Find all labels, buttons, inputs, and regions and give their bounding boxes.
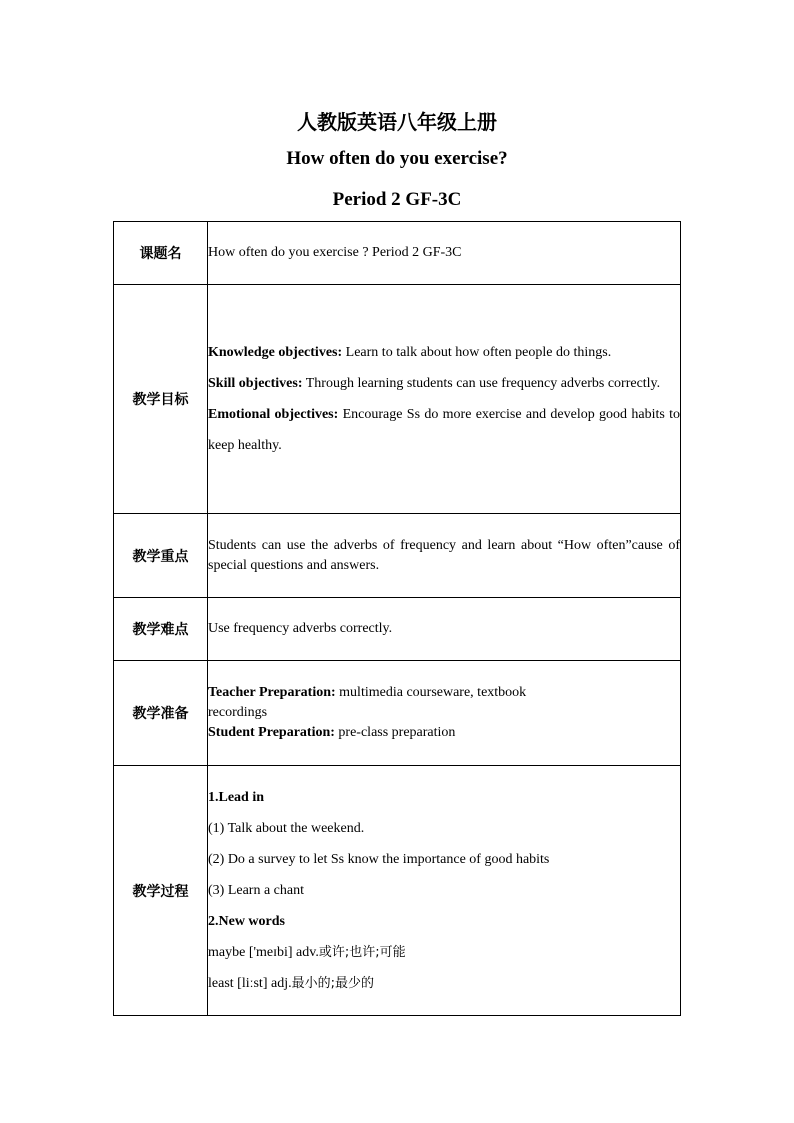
section-lead-in bbox=[208, 782, 680, 813]
skill-objectives-heading: Skill objectives: bbox=[208, 376, 303, 391]
value-key-points bbox=[208, 514, 681, 598]
label-objectives: 教学目标 bbox=[114, 285, 208, 514]
process-item-2: (2) Do a survey to let Ss know the importance of good habits bbox=[208, 852, 550, 867]
key-points-text: Students can use the adverbs of frequency and learn about “How often”cause of special questions and answers. bbox=[208, 537, 680, 573]
student-preparation-text: pre-class preparation bbox=[334, 725, 456, 740]
value-objectives bbox=[208, 285, 681, 514]
document-title-cn: 人教版英语八年级上册 bbox=[297, 110, 497, 134]
label-preparation: 教学准备 bbox=[114, 661, 208, 766]
word-least-cn: 最小的;最少的 bbox=[291, 976, 374, 991]
knowledge-objectives-heading: Knowledge objectives: bbox=[208, 345, 343, 360]
word-least-en: least [liːst] adj. bbox=[208, 976, 292, 991]
teacher-preparation-text: multimedia courseware, textbook bbox=[335, 685, 527, 700]
row-topic bbox=[114, 222, 681, 285]
row-difficulties bbox=[114, 598, 681, 661]
student-preparation-heading: Student Preparation: bbox=[208, 725, 335, 740]
label-difficulties: 教学难点 bbox=[114, 598, 208, 661]
label-topic: 课题名 bbox=[114, 222, 208, 285]
lesson-plan-table bbox=[113, 221, 681, 1016]
emotional-objectives-heading: Emotional objectives: bbox=[208, 407, 339, 422]
label-key-points: 教学重点 bbox=[114, 514, 208, 598]
value-process bbox=[208, 766, 681, 1016]
section-new-words bbox=[208, 906, 680, 937]
emotional-objectives bbox=[208, 399, 680, 461]
skill-objectives bbox=[208, 368, 680, 399]
teacher-preparation-cont: recordings bbox=[208, 705, 268, 720]
row-process bbox=[114, 766, 681, 1016]
student-preparation bbox=[208, 723, 680, 743]
word-maybe-cn: 或许;也许;可能 bbox=[318, 945, 406, 960]
lesson-period: Period 2 GF-3C bbox=[332, 189, 462, 210]
knowledge-objectives-text: Learn to talk about how often people do things. bbox=[342, 345, 612, 360]
value-topic: How often do you exercise ? Period 2 GF-3C bbox=[208, 222, 681, 285]
word-least bbox=[208, 968, 680, 999]
teacher-preparation-heading: Teacher Preparation: bbox=[208, 685, 336, 700]
section-new-words-heading: 2.New words bbox=[208, 914, 285, 929]
word-maybe-en: maybe ['meɪbi] adv. bbox=[208, 945, 319, 960]
value-difficulties: Use frequency adverbs correctly. bbox=[208, 598, 681, 661]
section-lead-in-heading: 1.Lead in bbox=[208, 790, 265, 805]
row-preparation bbox=[114, 661, 681, 766]
process-item-1: (1) Talk about the weekend. bbox=[208, 821, 365, 836]
word-maybe bbox=[208, 937, 680, 968]
label-process: 教学过程 bbox=[114, 766, 208, 1016]
row-key-points bbox=[114, 514, 681, 598]
skill-objectives-text: Through learning students can use frequency adverbs correctly. bbox=[302, 376, 661, 391]
value-preparation bbox=[208, 661, 681, 766]
knowledge-objectives bbox=[208, 337, 680, 368]
lesson-title: How often do you exercise? bbox=[286, 148, 508, 169]
row-objectives bbox=[114, 285, 681, 514]
emotional-objectives-text: Encourage Ss do more exercise and develop good habits to keep healthy. bbox=[208, 407, 680, 453]
teacher-preparation bbox=[208, 683, 680, 703]
process-item-3: (3) Learn a chant bbox=[208, 883, 304, 898]
